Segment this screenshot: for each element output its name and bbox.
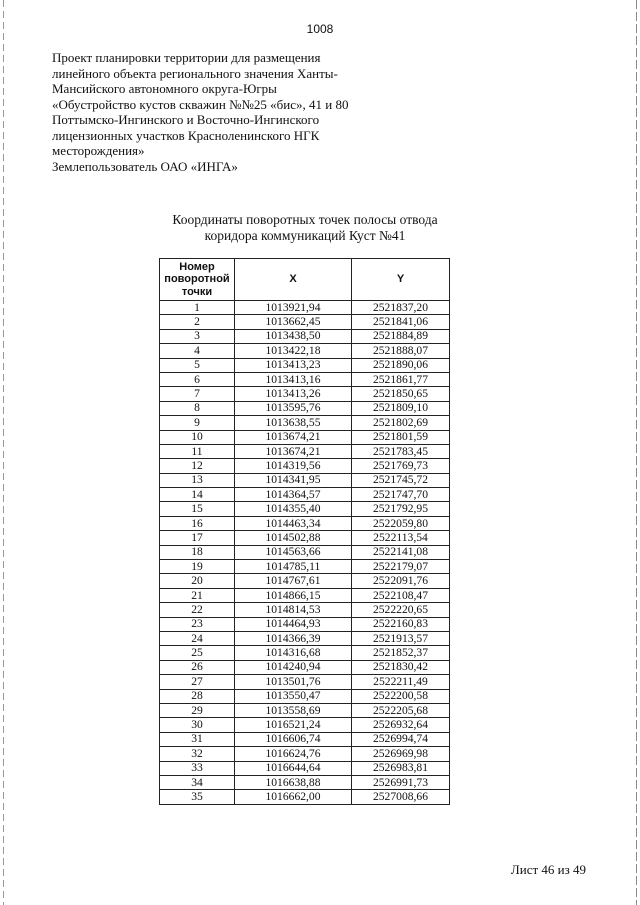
point-number-cell: 29 (160, 703, 235, 717)
x-cell: 1013413,23 (235, 358, 352, 372)
table-row (160, 329, 450, 343)
x-cell: 1014502,88 (235, 531, 352, 545)
point-number-cell: 21 (160, 588, 235, 602)
point-number-cell: 15 (160, 502, 235, 516)
x-cell: 1013662,45 (235, 315, 352, 329)
header-point-number (160, 259, 235, 301)
point-number-cell: 33 (160, 761, 235, 775)
y-cell: 2522200,58 (352, 689, 450, 703)
table-row (160, 703, 450, 717)
point-number-cell: 3 (160, 329, 235, 343)
header-line: линейного объекта регионального значения Ханты- (52, 65, 338, 81)
x-cell: 1014319,56 (235, 459, 352, 473)
header-line: «Обустройство кустов скважин №№25 «бис», 41 и 80 (52, 96, 349, 112)
y-cell: 2521769,73 (352, 459, 450, 473)
header-line: лицензионных участков Красноленинского НГК (52, 127, 320, 143)
y-cell: 2526969,98 (352, 747, 450, 761)
x-cell: 1013674,21 (235, 444, 352, 458)
y-cell: 2522211,49 (352, 675, 450, 689)
x-cell: 1013558,69 (235, 703, 352, 717)
x-cell: 1016644,64 (235, 761, 352, 775)
point-number-cell: 6 (160, 372, 235, 386)
point-number-cell: 32 (160, 747, 235, 761)
table-row (160, 401, 450, 415)
y-cell: 2522160,83 (352, 617, 450, 631)
header-line: Проект планировки территории для размещения (52, 50, 321, 65)
header-line: Мансийского автономного округа-Югры (52, 81, 277, 96)
x-cell: 1013638,55 (235, 416, 352, 430)
table-row (160, 631, 450, 645)
point-number-cell: 30 (160, 718, 235, 732)
table-row (160, 344, 450, 358)
point-number-cell: 35 (160, 790, 235, 804)
header-point-number-line: Номер (179, 260, 215, 273)
y-cell: 2521745,72 (352, 473, 450, 487)
x-cell: 1016662,00 (235, 790, 352, 804)
y-cell: 2521888,07 (352, 344, 450, 358)
x-cell: 1013674,21 (235, 430, 352, 444)
x-cell: 1014785,11 (235, 560, 352, 574)
point-number-cell: 19 (160, 560, 235, 574)
y-cell: 2522059,80 (352, 516, 450, 530)
y-cell: 2521884,89 (352, 329, 450, 343)
x-cell: 1016521,24 (235, 718, 352, 732)
x-cell: 1014767,61 (235, 574, 352, 588)
table-row (160, 430, 450, 444)
table-row (160, 603, 450, 617)
y-cell: 2522205,68 (352, 703, 450, 717)
point-number-cell: 23 (160, 617, 235, 631)
table-row (160, 459, 450, 473)
x-cell: 1013438,50 (235, 329, 352, 343)
x-cell: 1014240,94 (235, 660, 352, 674)
table-row (160, 416, 450, 430)
coordinates-table (159, 258, 450, 805)
table-body (160, 301, 450, 805)
x-cell: 1014341,95 (235, 473, 352, 487)
table-caption (0, 212, 610, 244)
y-cell: 2521809,10 (352, 401, 450, 415)
point-number-cell: 8 (160, 401, 235, 415)
point-number-cell: 17 (160, 531, 235, 545)
point-number-cell: 10 (160, 430, 235, 444)
point-number-cell: 14 (160, 488, 235, 502)
table-row (160, 444, 450, 458)
header-point-number-line: поворотной (164, 273, 230, 286)
point-number-cell: 18 (160, 545, 235, 559)
table-row (160, 372, 450, 386)
point-number-cell: 12 (160, 459, 235, 473)
table-row (160, 732, 450, 746)
table-row (160, 301, 450, 315)
page-number: 1008 (306, 22, 334, 36)
point-number-cell: 20 (160, 574, 235, 588)
point-number-cell: 24 (160, 631, 235, 645)
table-row (160, 747, 450, 761)
table-row (160, 531, 450, 545)
point-number-cell: 2 (160, 315, 235, 329)
table-row (160, 358, 450, 372)
point-number-cell: 9 (160, 416, 235, 430)
point-number-cell: 1 (160, 301, 235, 315)
header-line: месторождения» (52, 143, 145, 158)
x-cell: 1013921,94 (235, 301, 352, 315)
y-cell: 2521913,57 (352, 631, 450, 645)
y-cell: 2521837,20 (352, 301, 450, 315)
x-cell: 1013413,26 (235, 387, 352, 401)
table-row (160, 488, 450, 502)
point-number-cell: 26 (160, 660, 235, 674)
x-cell: 1014316,68 (235, 646, 352, 660)
x-cell: 1016606,74 (235, 732, 352, 746)
point-number-cell: 22 (160, 603, 235, 617)
y-cell: 2521783,45 (352, 444, 450, 458)
x-cell: 1016624,76 (235, 747, 352, 761)
table-row (160, 560, 450, 574)
table-row (160, 617, 450, 631)
x-cell: 1013550,47 (235, 689, 352, 703)
table-row (160, 574, 450, 588)
y-cell: 2526994,74 (352, 732, 450, 746)
y-cell: 2521802,69 (352, 416, 450, 430)
y-cell: 2522108,47 (352, 588, 450, 602)
y-cell: 2522091,76 (352, 574, 450, 588)
point-number-cell: 25 (160, 646, 235, 660)
y-cell: 2521890,06 (352, 358, 450, 372)
y-cell: 2526983,81 (352, 761, 450, 775)
x-cell: 1013413,16 (235, 372, 352, 386)
y-cell: 2521801,59 (352, 430, 450, 444)
x-cell: 1013595,76 (235, 401, 352, 415)
table-row (160, 689, 450, 703)
x-cell: 1014814,53 (235, 603, 352, 617)
x-cell: 1013422,18 (235, 344, 352, 358)
y-cell: 2527008,66 (352, 790, 450, 804)
scan-edge-left (3, 0, 4, 905)
point-number-cell: 31 (160, 732, 235, 746)
y-cell: 2522220,65 (352, 603, 450, 617)
point-number-cell: 16 (160, 516, 235, 530)
header-line: Поттымско-Ингинского и Восточно-Ингинского (52, 112, 320, 127)
table-row (160, 775, 450, 789)
y-cell: 2521850,65 (352, 387, 450, 401)
x-cell: 1016638,88 (235, 775, 352, 789)
point-number-cell: 7 (160, 387, 235, 401)
document-header (52, 50, 382, 174)
table-row (160, 588, 450, 602)
header-y: Y (352, 259, 450, 301)
table-row (160, 502, 450, 516)
table-row (160, 761, 450, 775)
point-number-cell: 5 (160, 358, 235, 372)
x-cell: 1014563,66 (235, 545, 352, 559)
table-row (160, 545, 450, 559)
point-number-cell: 13 (160, 473, 235, 487)
point-number-cell: 28 (160, 689, 235, 703)
y-cell: 2521792,95 (352, 502, 450, 516)
x-cell: 1014366,39 (235, 631, 352, 645)
caption-line: коридора коммуникаций Куст №41 (204, 228, 406, 243)
table-row (160, 675, 450, 689)
x-cell: 1014355,40 (235, 502, 352, 516)
caption-line: Координаты поворотных точек полосы отвода (172, 212, 438, 227)
point-number-cell: 27 (160, 675, 235, 689)
header-x: X (235, 259, 352, 301)
y-cell: 2521852,37 (352, 646, 450, 660)
y-cell: 2522179,07 (352, 560, 450, 574)
x-cell: 1013501,76 (235, 675, 352, 689)
header-line: Землепользователь ОАО «ИНГА» (52, 158, 238, 174)
x-cell: 1014866,15 (235, 588, 352, 602)
y-cell: 2521747,70 (352, 488, 450, 502)
x-cell: 1014364,57 (235, 488, 352, 502)
point-number-cell: 4 (160, 344, 235, 358)
scan-edge-right (636, 0, 637, 905)
table-row (160, 660, 450, 674)
y-cell: 2522113,54 (352, 531, 450, 545)
sheet-number: Лист 46 из 49 (510, 862, 586, 877)
table-row (160, 718, 450, 732)
table-row (160, 473, 450, 487)
y-cell: 2521830,42 (352, 660, 450, 674)
y-cell: 2522141,08 (352, 545, 450, 559)
table-row (160, 516, 450, 530)
table-row (160, 790, 450, 804)
y-cell: 2521841,06 (352, 315, 450, 329)
table-row (160, 315, 450, 329)
table-row (160, 387, 450, 401)
y-cell: 2526991,73 (352, 775, 450, 789)
y-cell: 2526932,64 (352, 718, 450, 732)
y-cell: 2521861,77 (352, 372, 450, 386)
x-cell: 1014463,34 (235, 516, 352, 530)
x-cell: 1014464,93 (235, 617, 352, 631)
point-number-cell: 34 (160, 775, 235, 789)
point-number-cell: 11 (160, 444, 235, 458)
table-header-row (160, 259, 450, 301)
table-row (160, 646, 450, 660)
header-point-number-line: точки (181, 285, 213, 298)
